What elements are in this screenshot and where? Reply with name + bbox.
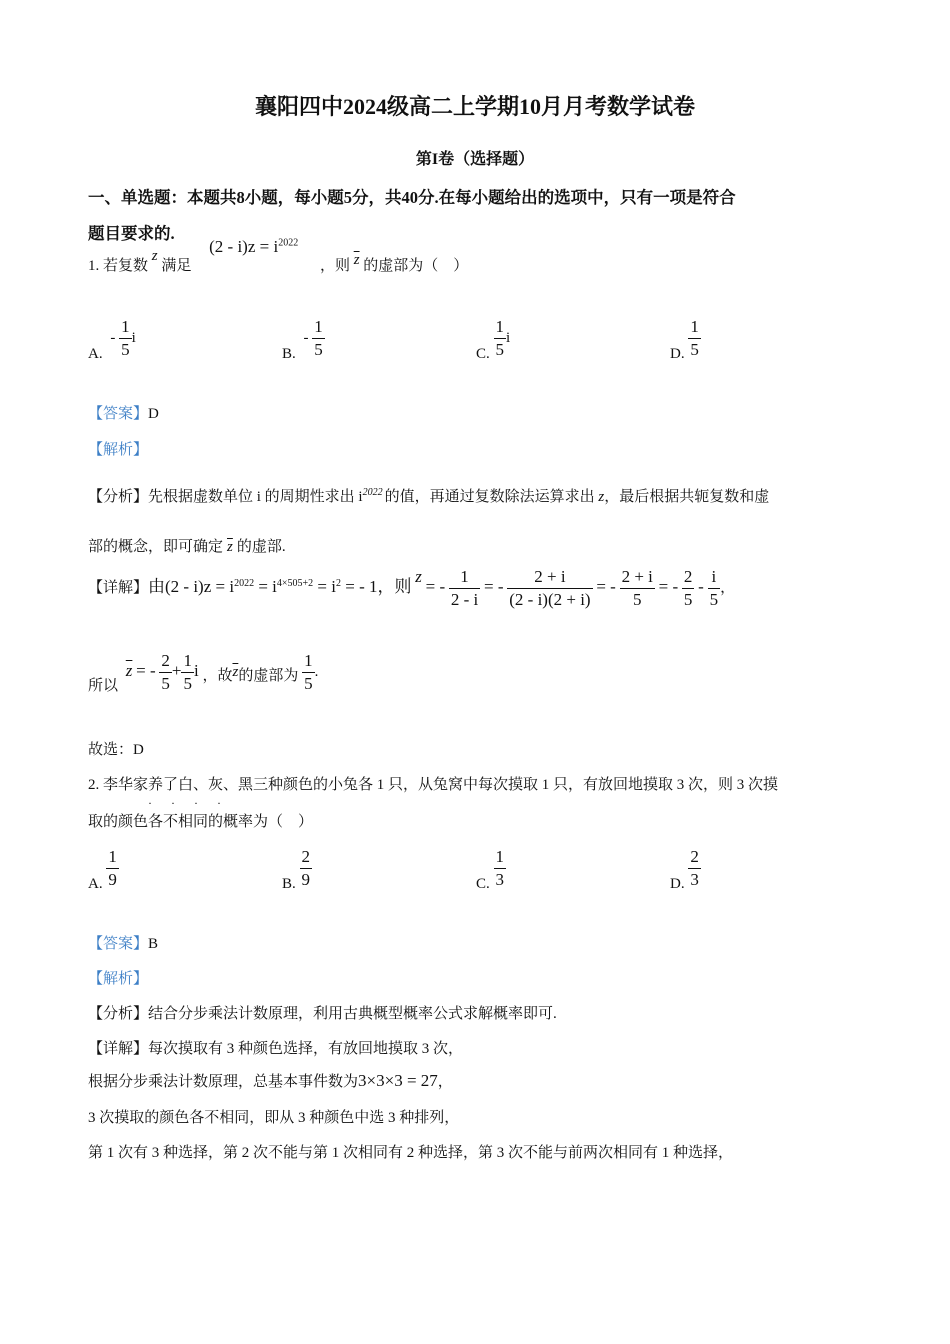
q2-stem-line2: 取的颜色 · · · · 各不相同的概率为（ ）: [88, 796, 314, 830]
q2-option-b: B. $\frac{2}{9}$: [282, 847, 311, 892]
q1-analysis-tag: 【解析】: [88, 442, 149, 458]
page-title: 襄阳四中2024级高二上学期10月月考数学试卷: [254, 94, 695, 119]
q1-zbar: $\overline{z}$: [353, 252, 360, 268]
q1-option-d: D. $\frac{1}{5}$: [670, 317, 699, 362]
q1-var-z: z: [151, 248, 158, 264]
q1-detail-line: 【详解】由$(2 - i)z = i^{2022} = i^{4\times 505+2} = i^2$ = - 1，则 z = - $\frac{1}{2 - i}$ = - $\frac{2 + i}{(2 - i)(2 + i)}$ = - $\frac{2 + i}{5}$ = - $\frac{2}{5}$ - $\frac{i}{5}$ ，: [88, 566, 736, 609]
q1-option-b: B. - $\frac{1}{5}$: [282, 317, 323, 362]
q1-option-c: C. $\frac{1}{5}$ i: [476, 317, 511, 362]
q1-answer: 【答案】D: [88, 406, 159, 422]
q1-suffix: 的虚部为（ ）: [363, 258, 469, 274]
q2-fenxi: 【分析】结合分步乘法计数原理，利用古典概型概率公式求解概率即可.: [88, 1006, 557, 1022]
q1-then: ，则: [319, 258, 350, 274]
q1-fenxi-line1: 【分析】先根据虚数单位 i 的周期性求出 $i^{2022}$ 的值，再通过复数除法运算求出 z，最后根据共轭复数和虚: [88, 487, 770, 505]
q2-option-a: A. $\frac{1}{9}$: [88, 847, 117, 892]
q1-choose: 故选：D: [88, 742, 144, 758]
q2-detail-line3: 3 次摸取的颜色各不相同，即从 3 种颜色中选 3 种排列，: [88, 1110, 460, 1126]
q1-mid: 满足: [161, 258, 192, 274]
q2-answer: 【答案】B: [88, 936, 159, 952]
q2-stem-line1: 2. 李华家养了白、灰、黑三种颜色的小兔各 1 只，从兔窝中每次摸取 1 只，有放回地摸取 3 次，则 3 次摸: [88, 777, 779, 793]
q1-stem: [88, 237, 469, 275]
q2-detail-line4: 第 1 次有 3 种选择，第 2 次不能与第 1 次相同有 2 种选择，第 3 次不能与前两次相同有 1 种选择，: [88, 1145, 734, 1161]
q1-prefix: 1. 若复数: [88, 258, 149, 274]
q2-detail-line1: 【详解】每次摸取有 3 种颜色选择，有放回地摸取 3 次，: [88, 1041, 464, 1057]
q1-equation: $(2 - i)z = i^{2022}$: [209, 237, 299, 256]
q2-emphasis: · · · · 各不相同: [148, 796, 229, 830]
part-heading: 第I卷（选择题）: [415, 151, 535, 168]
q1-option-a: A. - $\frac{1}{5}$ i: [88, 317, 136, 362]
section-heading-line2: 题目要求的.: [88, 224, 175, 243]
q2-analysis-tag: 【解析】: [88, 971, 149, 987]
q2-option-c: C. $\frac{1}{3}$: [476, 847, 505, 892]
q1-so-line: 所以 $\overline{z}$ = - $\frac{2}{5}$ + $\frac{1}{5}$ i ，故$\overline{z}$的虚部为 $\frac{1}{5}$ .: [88, 651, 319, 694]
q2-option-d: D. $\frac{2}{3}$: [670, 847, 699, 892]
q2-detail-line2: 根据分步乘法计数原理，总基本事件数为3×3×3 = 27，: [88, 1071, 453, 1090]
q1-fenxi-line2: 部的概念，即可确定 $\overline{z}$ 的虚部.: [88, 539, 286, 555]
section-heading-line1: 一、单选题：本题共8小题，每小题5分，共40分.在每小题给出的选项中，只有一项是符合: [88, 188, 736, 207]
